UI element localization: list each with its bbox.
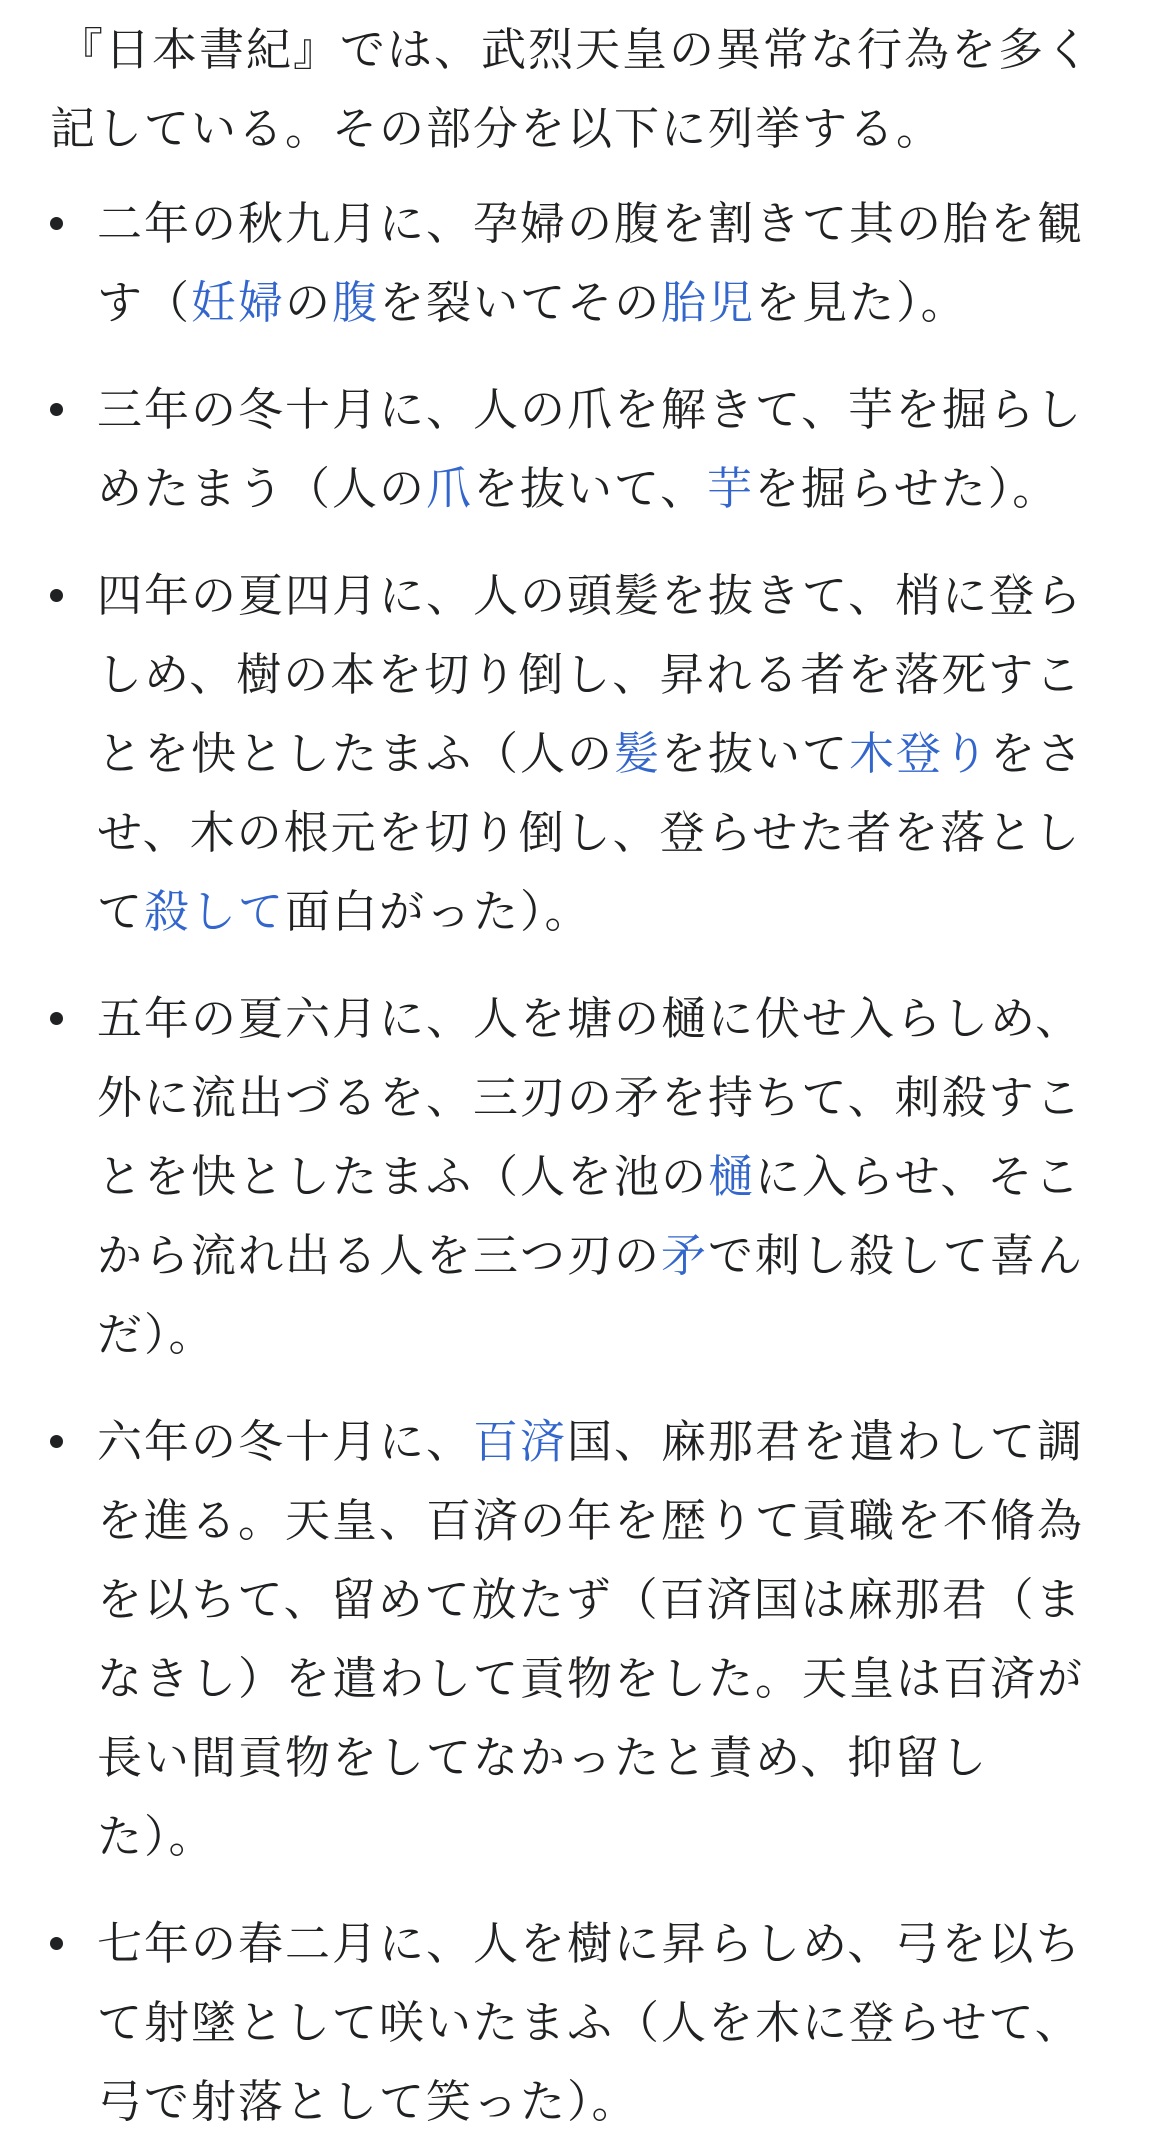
wiki-link[interactable]: 矛 [661,1229,709,1282]
list-item [50,1402,1100,1876]
list-item-text: 面白がった）。 [285,885,592,938]
list-item-text: 国、麻那君を遣わして調を進る。天皇、百済の年を歴りて貢職を不脩為を以ちて、留めて放たず（百済国は麻那君（まなきし）を遣わして貢物をした。天皇は百済が長い間貢物をしてなかったと責め、抑留した）。 [97,1415,1085,1863]
list-item-text: で刺し殺して喜んだ）。 [97,1229,1085,1361]
bullet-icon [50,1012,63,1025]
wiki-link[interactable]: 妊婦 [191,276,286,329]
wiki-link[interactable]: 木登り [849,727,991,780]
list-item-text: 二年の秋九月に、孕婦の腹を割きて其の胎を観す（ [97,197,1085,329]
list-item [50,1904,1100,2141]
intro-paragraph: 『日本書紀』では、武烈天皇の異常な行為を多く記している。その部分を以下に列挙する。 [50,23,1093,155]
list-item [50,184,1100,342]
wiki-link[interactable]: 胎児 [661,276,756,329]
list-item-text: 三年の冬十月に、人の爪を解きて、芋を掘らしめたまう（人の [97,383,1084,515]
bullet-icon [50,1937,63,1950]
event-list [50,184,1100,2141]
list-item-text: の [285,276,333,329]
bullet-icon [50,1435,63,1448]
list-item [50,370,1100,528]
list-item-text: に入らせ、そこから流れ出る人を三つ刃の [97,1150,1082,1282]
wiki-link[interactable]: 髪 [614,727,662,780]
wiki-link[interactable]: 芋 [707,462,755,515]
list-item-text: を掘らせた）。 [754,462,1060,515]
bullet-icon [50,589,63,602]
wiki-link[interactable]: 爪 [426,462,474,515]
list-item-text: 四年の夏四月に、人の頭髪を抜きて、梢に登らしめ、樹の本を切り倒し、昇れる者を落死すことを快としたまふ（人の [97,569,1084,780]
list-item [50,556,1100,951]
list-item-text: をさせ、木の根元を切り倒し、登らせた者を落として [97,727,1085,938]
list-item-text: を見た）。 [755,276,968,329]
list-item-text: 七年の春二月に、人を樹に昇らしめ、弓を以ちて射墜として咲いたまふ（人を木に登らせて、弓で射落として笑った）。 [97,1917,1083,2128]
list-item-text: を裂いてその [379,276,662,329]
list-item-text: を抜いて、 [473,462,708,515]
wiki-link[interactable]: 樋 [708,1150,756,1203]
wiki-link[interactable]: 殺して [144,885,286,938]
bullet-icon [50,403,63,416]
list-item-text: を抜いて [661,727,850,780]
bullet-icon [50,217,63,230]
list-item-text: 六年の冬十月に、 [97,1415,474,1468]
list-item-text: 五年の夏六月に、人を塘の樋に伏せ入らしめ、外に流出づるを、三刃の矛を持ちて、刺殺すことを快としたまふ（人を池の [97,992,1083,1203]
list-item [50,979,1100,1374]
wiki-link[interactable]: 腹 [332,276,380,329]
wiki-link[interactable]: 百済 [473,1415,568,1468]
